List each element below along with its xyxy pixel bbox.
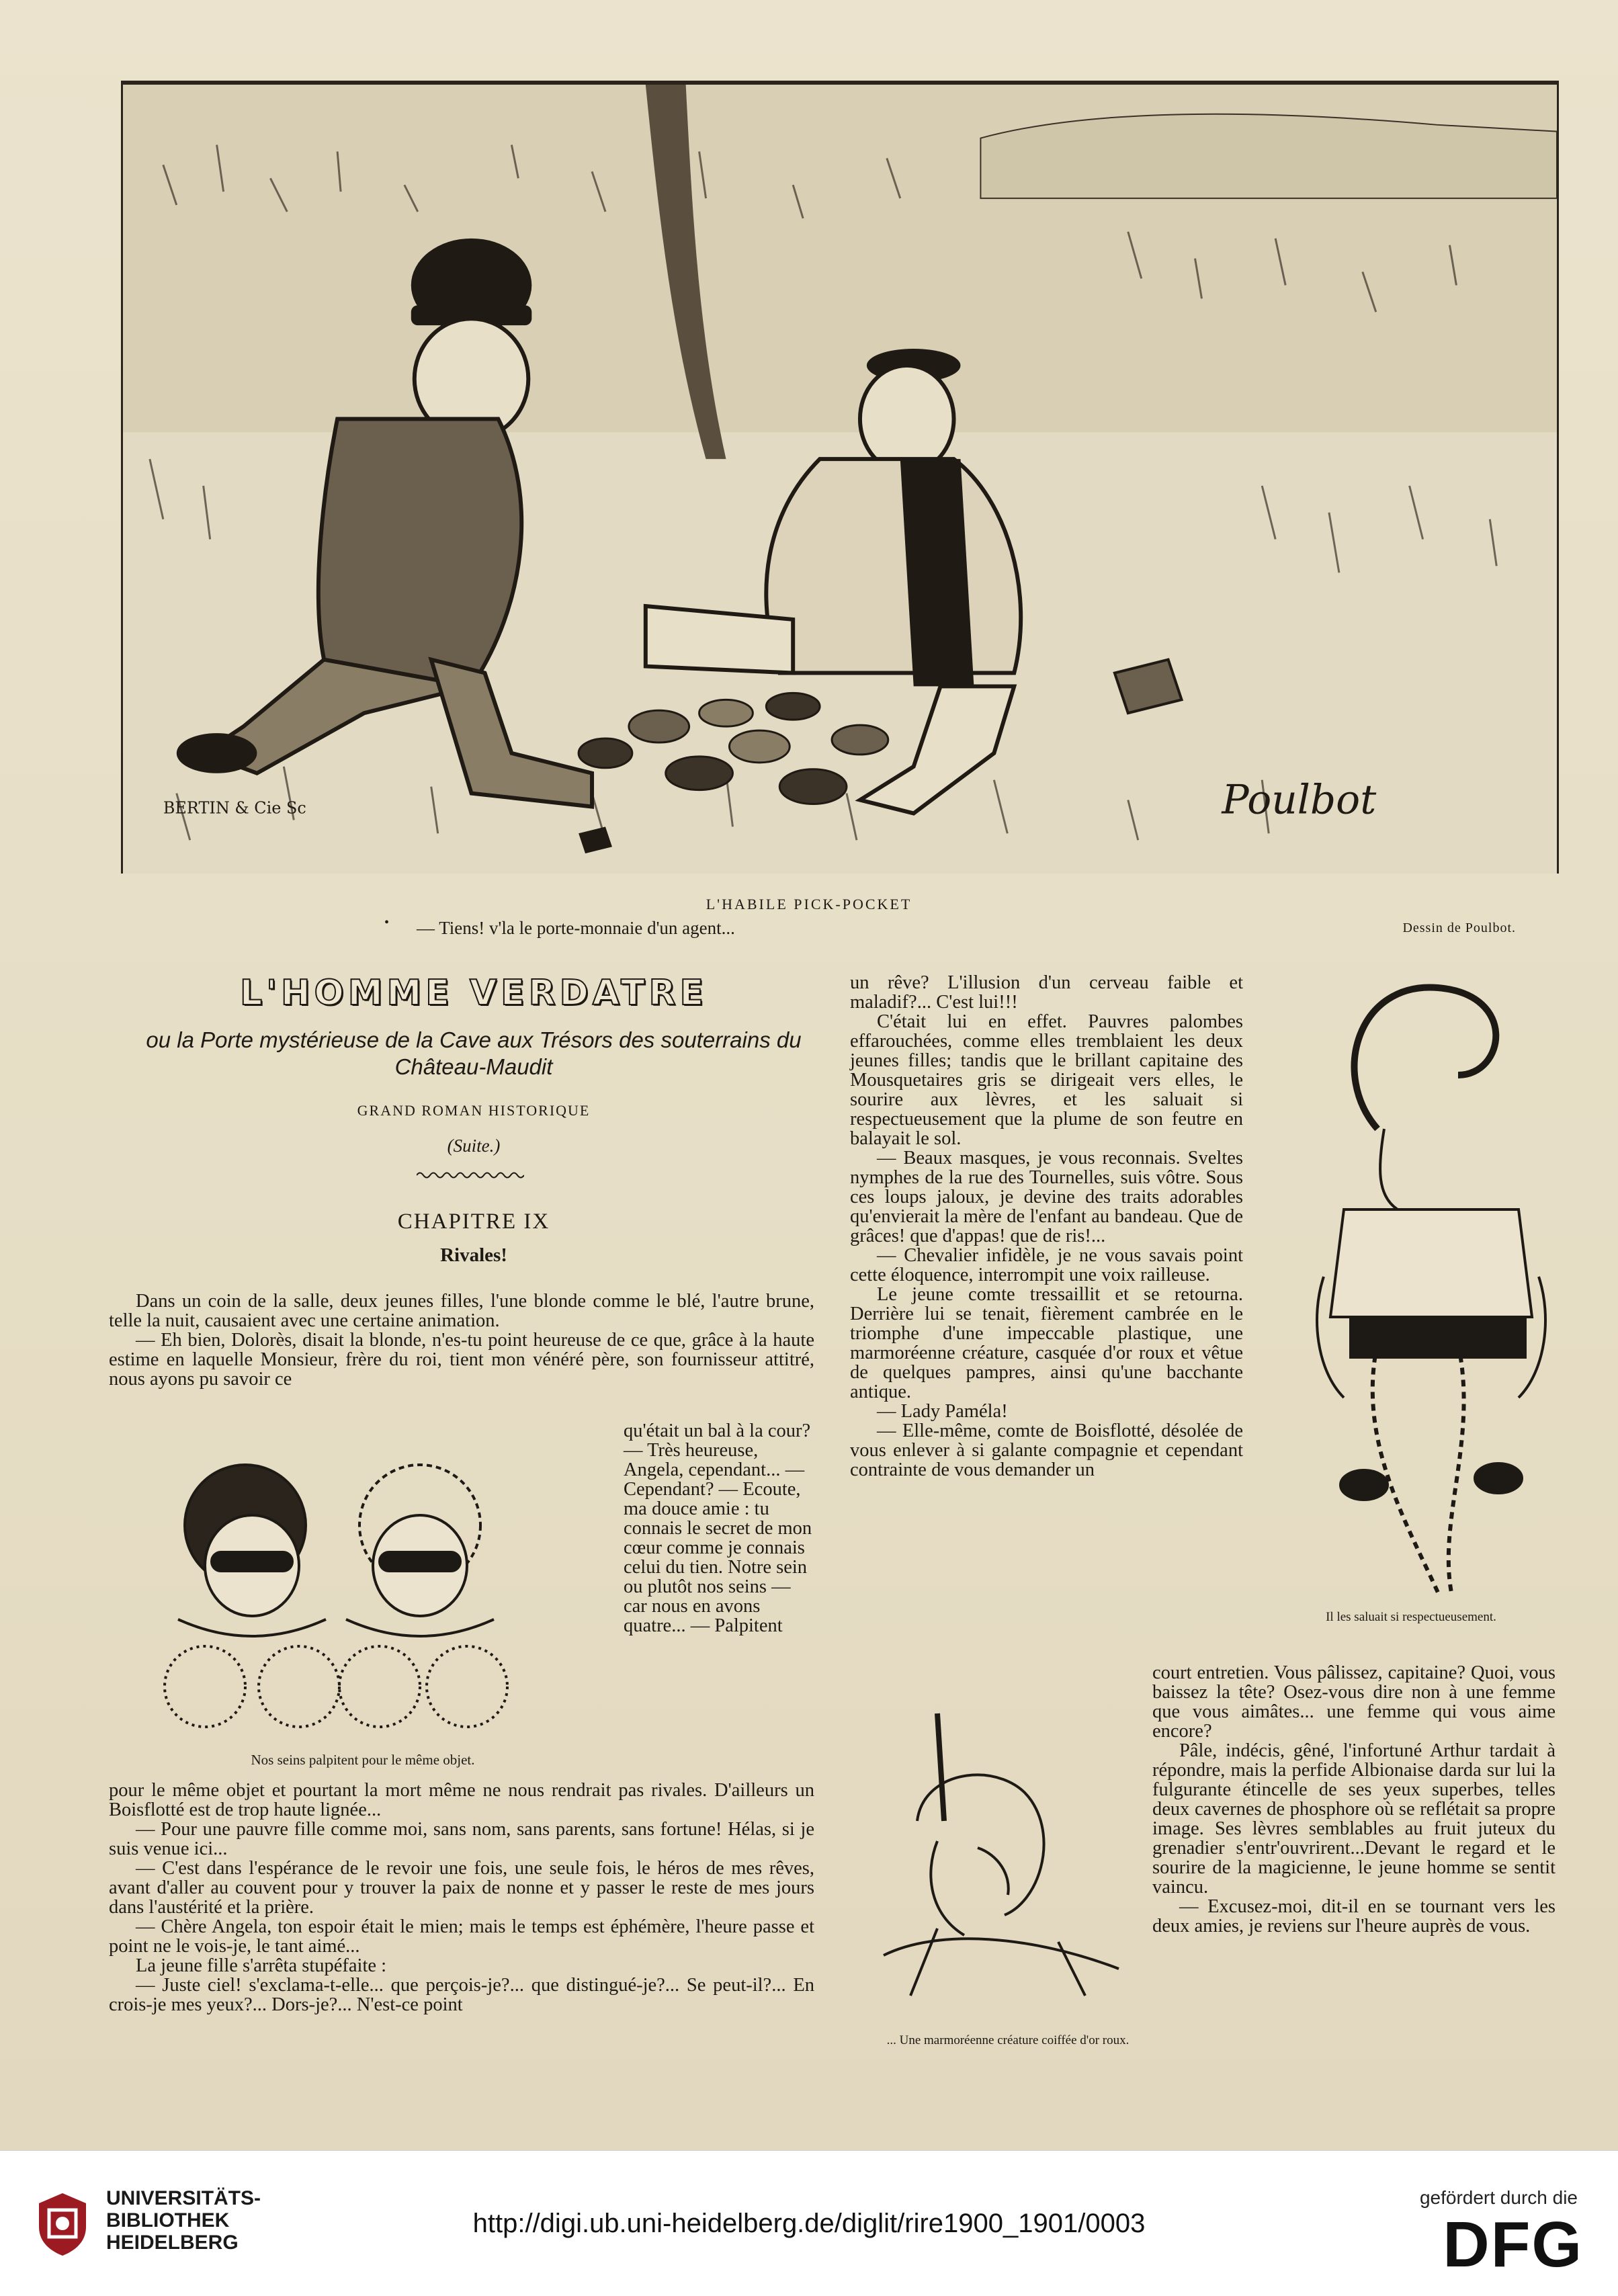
paragraph: court entretien. Vous pâlissez, capitaine? Quoi, vous baissez la tête? Osez-vous dire non à une femme que vous aimâtes... une femme qui vous aime encore?	[1152, 1662, 1556, 1742]
paragraph: C'était lui en effet. Pauvres palombes effarouchées, comme elles tremblaient les deux jeunes filles; tandis que le brillant capitaine des Mousquetaires gris se dirigeait vers elles, le sourire aux lèvres, et les saluait si respectueusement que la plume de son feutre en balayait le sol.	[850, 1011, 1243, 1149]
dfg-logo: DFG	[1443, 2209, 1583, 2281]
paragraph: — Juste ciel! s'exclama-t-elle... que perçois-je?... que distingué-je?... Se peut-il?... En crois-je mes yeux?... Dors-je?... N'est-ce point	[109, 1975, 814, 2015]
column3-text	[1152, 1663, 1556, 1936]
paragraph: — Excusez-moi, dit-il en se tournant vers les deux amies, je reviens sur l'heure auprès de vous.	[1152, 1896, 1556, 1937]
pickpocket-illustration	[121, 81, 1559, 874]
pickpocket-drawing	[123, 85, 1557, 874]
paragraph: — Lady Paméla!	[877, 1401, 1008, 1422]
masked-girls-caption: Nos seins palpitent pour le même objet.	[251, 1752, 475, 1768]
paragraph: qu'était un bal à la cour? — Très heureuse, Angela, cependant... — Cependant? — Ecoute, ma douce amie : tu connais le secret de mon cœur comme je connais celui du tien. Notre sein ou plutôt nos seins — car nous en avons quatre... — Palpitent	[624, 1420, 812, 1636]
serial-title: L'HOMME VERDATRE	[239, 973, 708, 1013]
chapter-title: Rivales!	[440, 1244, 507, 1266]
pamela-illustration	[857, 1687, 1166, 2009]
illustration-credit: Dessin de Poulbot.	[1402, 921, 1516, 935]
serial-subtitle: ou la Porte mystérieuse de la Cave aux Trésors des souterrains du Château-Maudit	[146, 1027, 802, 1079]
serial-suite: (Suite.)	[447, 1136, 501, 1156]
uni-line: HEIDELBERG	[106, 2231, 239, 2254]
paragraph: — C'est dans l'espérance de le revoir une fois, une seule fois, le héros de mes rêves, avant d'aller au couvent pour y trouver la paix de nonne et y passer le reste de mes jours dans l'austérité et la prière.	[109, 1858, 814, 1918]
pamela-drawing	[857, 1687, 1166, 2009]
paragraph: La jeune fille s'arrêta stupéfaite :	[136, 1955, 387, 1976]
pamela-caption: ... Une marmoréenne créature coiffée d'or roux.	[886, 2033, 1130, 2047]
paragraph: Le jeune comte tressaillit et se retourna. Derrière lui se tenait, fièrement cambrée en le triomphe d'une impeccable plastique, une marmoréenne créature, casquée d'or roux et vêtue de quelques pampres, ainsi qu'une bacchante antique.	[850, 1284, 1243, 1402]
column1-bottom-text	[109, 1781, 814, 2014]
column1-narrow-text	[624, 1421, 818, 1635]
paragraph: un rêve? L'illusion d'un cerveau faible et maladif?... C'est lui!!!	[850, 972, 1243, 1013]
paragraph: — Eh bien, Dolorès, disait la blonde, n'es-tu point heureuse de ce que, grâce à la haute estime en laquelle Monsieur, frère du roi, tient mon vénéré père, son fournisseur attitré, nous ayons pu savoir ce	[109, 1330, 814, 1390]
column1-top-text	[109, 1291, 814, 1389]
column2-text	[850, 973, 1243, 1480]
musketeer-illustration	[1304, 968, 1559, 1599]
paragraph: — Pour une pauvre fille comme moi, sans nom, sans parents, sans fortune! Hélas, si je suis venue ici...	[109, 1819, 814, 1859]
ornament-squiggle	[417, 1171, 524, 1180]
paragraph: — Beaux masques, je vous reconnais. Sveltes nymphes de la rue des Tournelles, suis vôtre. Sous ces loups jaloux, je devine des traits adorables qu'envierait la mère de l'enfant au bandeau. Que de grâces! que d'appas! que de ris!...	[850, 1148, 1243, 1246]
funded-by-label: gefördert durch die	[1419, 2187, 1578, 2208]
musketeer-caption: Il les saluait si respectueusement.	[1326, 1610, 1496, 1624]
paragraph: — Chevalier infidèle, je ne vous savais point cette éloquence, interrompit une voix railleuse.	[850, 1245, 1243, 1285]
chapter-heading: CHAPITRE IX	[397, 1209, 550, 1234]
paragraph: — Chère Angela, ton espoir était le mien; mais le temps est éphémère, l'heure passe et point ne le vois-je, le tant aimé...	[109, 1916, 814, 1957]
uni-line: BIBLIOTHEK	[106, 2209, 230, 2231]
caption-bullet: •	[384, 915, 390, 930]
paragraph: pour le même objet et pourtant la mort même ne nous rendrait pas rivales. D'ailleurs un Boisflotté est de trop haute lignée...	[109, 1780, 814, 1820]
source-url-link[interactable]: http://digi.ub.uni-heidelberg.de/diglit/rire1900_1901/0003	[472, 2209, 1146, 2238]
paragraph: Pâle, indécis, gêné, l'infortuné Arthur tardait à répondre, mais la perfide Albionaise darda sur lui la fulgurante étincelle de ses yeux superbes, telles deux cavernes de phosphore où se reflétait sa propre image. Ses lèvres semblables au fruit juteux du grenadier s'entr'ouvrirent...Devant le regard et le sourire de la magicienne, le jeune homme se sentit vaincu.	[1152, 1740, 1556, 1898]
serial-genre: GRAND ROMAN HISTORIQUE	[357, 1102, 591, 1119]
paragraph: Dans un coin de la salle, deux jeunes filles, l'une blonde comme le blé, l'autre brune, telle la nuit, causaient avec une certaine animation.	[109, 1291, 814, 1331]
masked-girls-drawing	[118, 1451, 608, 1747]
uni-line: UNIVERSITÄTS-	[106, 2187, 261, 2209]
svg-text:Poulbot: Poulbot	[1222, 777, 1377, 824]
digitization-footer	[0, 2150, 1618, 2296]
svg-text:BERTIN & Cie Sc: BERTIN & Cie Sc	[163, 798, 306, 818]
paragraph: — Elle-même, comte de Boisflotté, désolée de vous enlever à si galante compagnie et cependant contrainte de vous demander un	[850, 1420, 1243, 1480]
musketeer-drawing	[1304, 968, 1559, 1599]
illustration-title: L'HABILE PICK-POCKET	[706, 896, 912, 912]
illustration-quote: — Tiens! v'la le porte-monnaie d'un agent...	[417, 918, 735, 938]
masked-girls-illustration	[118, 1451, 608, 1747]
